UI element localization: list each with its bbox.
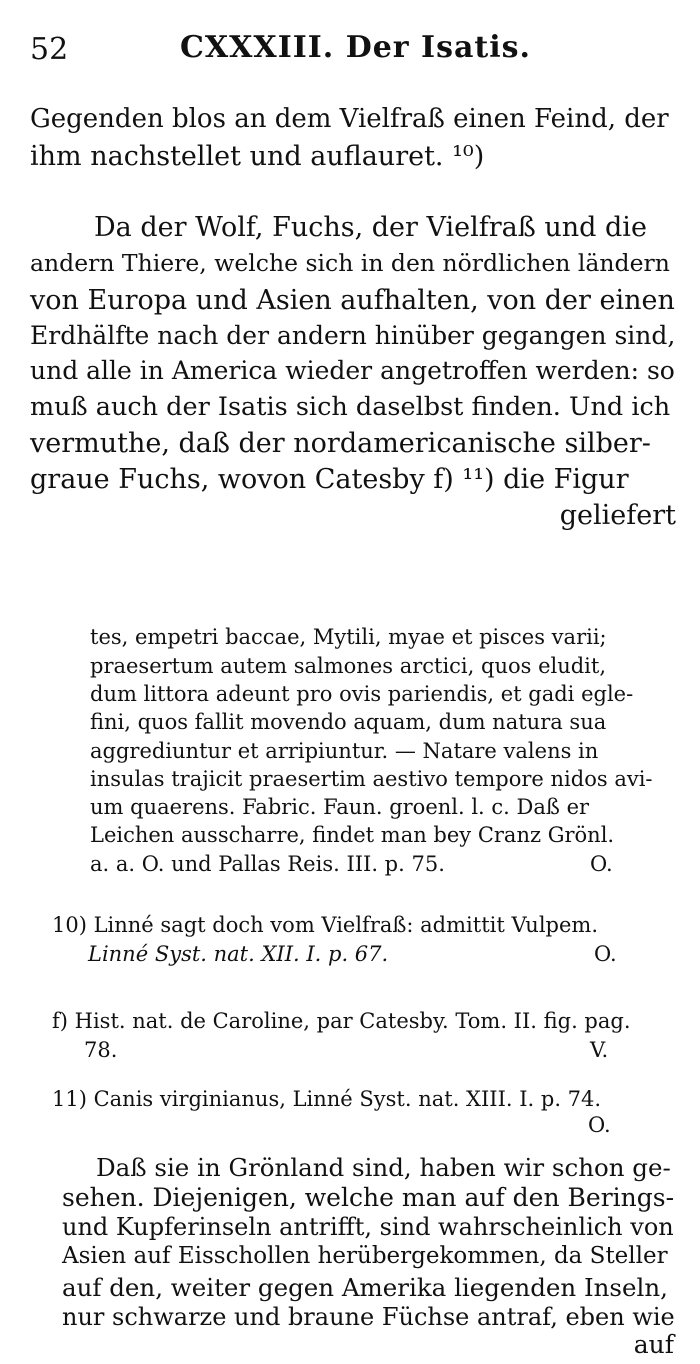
text-line: Asien auf Eisschollen herübergekommen, da Steller [62,1243,668,1269]
footnote-line: Leichen ausscharre, findet man bey Cranz Grönl. [90,823,615,847]
footnote-line: praesertum autem salmones arctici, quos eludit, [90,654,607,678]
text-line: Erdhälfte nach der andern hinüber gegangen sind, [30,321,676,350]
footnote-11-signature: O. [588,1113,611,1137]
footnote-line: tes, empetri baccae, Mytili, myae et pisces varii; [90,625,607,649]
text-line: graue Fuchs, wovon Catesby f) ¹¹) die Figur [30,464,629,495]
footnote-10-line: 10) Linné sagt doch vom Vielfraß: admittit Vulpem. [52,913,598,937]
text-line: ihm nachstellet und auflauret. ¹⁰) [30,141,485,172]
text-line: und Kupferinseln antrifft, sind wahrscheinlich von [62,1213,674,1241]
footnote-line: aggrediuntur et arripiuntur. — Natare valens in [90,739,599,763]
footnote-f-line: f) Hist. nat. de Caroline, par Catesby. Tom. II. fig. pag. [52,1009,631,1033]
running-title: CXXXIII. Der Isatis. [180,30,531,65]
text-line: muß auch der Isatis sich daselbst finden. Und ich [30,392,671,422]
text-line: von Europa und Asien aufhalten, von der einen [30,285,675,316]
footnote-line: fini, quos fallit movendo aquam, dum natura sua [90,710,607,734]
page-number: 52 [30,32,69,67]
text-line: Da der Wolf, Fuchs, der Vielfraß und die [94,212,647,243]
footnote-signature: O. [590,852,613,876]
footnote-line: dum littora adeunt pro ovis pariendis, et gadi egle- [90,682,634,706]
footnote-line: insulas trajicit praesertim aestivo tempore nidos avi- [90,767,653,791]
footnote-line: a. a. O. und Pallas Reis. III. p. 75. [90,852,445,876]
text-line: Gegenden blos an dem Vielfraß einen Feind, der [30,104,669,134]
footnote-line: um quaerens. Fabric. Faun. groenl. l. c. Daß er [90,795,590,819]
catchword: auf [633,1330,674,1359]
text-line: und alle in America wieder angetroffen werden: so [30,356,675,385]
footnote-11-line: 11) Canis virginianus, Linné Syst. nat. XIII. I. p. 74. [52,1087,602,1111]
text-line: andern Thiere, welche sich in den nördlichen ländern [30,249,670,277]
page-header [30,26,676,72]
text-line: Daß sie in Grönland sind, haben wir schon ge- [96,1153,671,1182]
footnote-10-citation: Linné Syst. nat. XII. I. p. 67. [88,942,389,966]
text-line: nur schwarze und braune Füchse antraf, eben wie [62,1303,675,1331]
footnote-10-signature: O. [594,942,617,966]
text-line: auf den, weiter gegen Amerika liegenden Inseln, [62,1273,668,1302]
catchword: geliefert [559,500,676,531]
text-line: sehen. Diejenigen, welche man auf den Berings- [62,1183,675,1212]
footnote-f-signature: V. [590,1038,609,1062]
footnote-f-page: 78. [84,1038,118,1062]
text-line: vermuthe, daß der nordamericanische silber- [30,428,651,459]
